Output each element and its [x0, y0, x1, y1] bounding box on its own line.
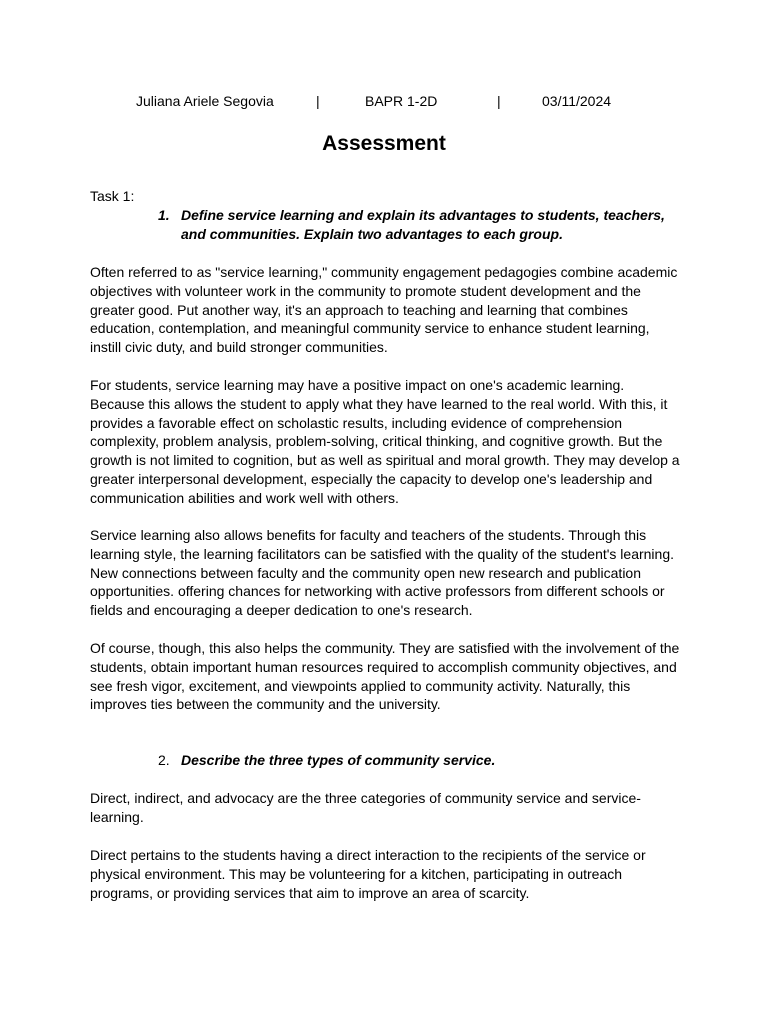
paragraph-students: For students, service learning may have a positive impact on one's academic learning. Because this allows the student to apply what they have learned to the real world. With this, it provides a favorable effect on scholastic results, including evidence of comprehension complexity, problem analysis, problem-solving, critical thinking, and cognitive growth. But the growth is not limited to cognition, but as well as spiritual and moral growth. They may develop a greater interpersonal development, especially the capacity to develop one's leadership and communication abilities and work well with others.	[90, 377, 680, 506]
paragraph-teachers: Service learning also allows benefits for faculty and teachers of the students. Through this learning style, the learning facilitators can be satisfied with the quality of the student's learning. New connections between faculty and the community open new research and publication opportunities. offering chances for networking with active professors from different schools or fields and encouraging a deeper dedication to one's research.	[90, 527, 675, 619]
document-date: 03/11/2024	[542, 93, 612, 109]
paragraph-direct: Direct pertains to the students having a direct interaction to the recipients of the service or physical environment. This may be volunteering for a kitchen, participating in outreach programs, or providing services that aim to improve an area of scarcity.	[90, 847, 646, 901]
document-header	[0, 92, 768, 110]
paragraph-community: Of course, though, this also helps the community. They are satisfied with the involvement of the students, obtain important human resources required to accomplish community objectives, and see fresh vigor, excitement, and viewpoints applied to community activity. Naturally, this improves ties between the community and the university.	[90, 640, 680, 713]
course-section: BAPR 1-2D	[365, 93, 438, 109]
question-1	[158, 206, 678, 244]
question-number: 1.	[158, 207, 170, 223]
header-separator: |	[497, 93, 501, 109]
paragraph-types-intro: Direct, indirect, and advocacy are the three categories of community service and service-learning.	[90, 790, 641, 825]
header-separator: |	[316, 93, 320, 109]
question-text: Define service learning and explain its advantages to students, teachers, and communities. Explain two advantages to each group.	[181, 207, 665, 242]
paragraph-definition: Often referred to as "service learning," community engagement pedagogies combine academic objectives with volunteer work in the community to promote student development and the greater good. Put another way, it's an approach to teaching and learning that combines education, contemplation, and meaningful community service to enhance student learning, instill civic duty, and build stronger communities.	[90, 264, 678, 356]
page-title: Assessment	[322, 132, 446, 155]
question-2	[158, 751, 678, 770]
question-number: 2.	[158, 752, 170, 768]
task-label: Task 1:	[90, 188, 135, 204]
question-text: Describe the three types of community service.	[181, 752, 496, 768]
student-name: Juliana Ariele Segovia	[136, 93, 274, 109]
